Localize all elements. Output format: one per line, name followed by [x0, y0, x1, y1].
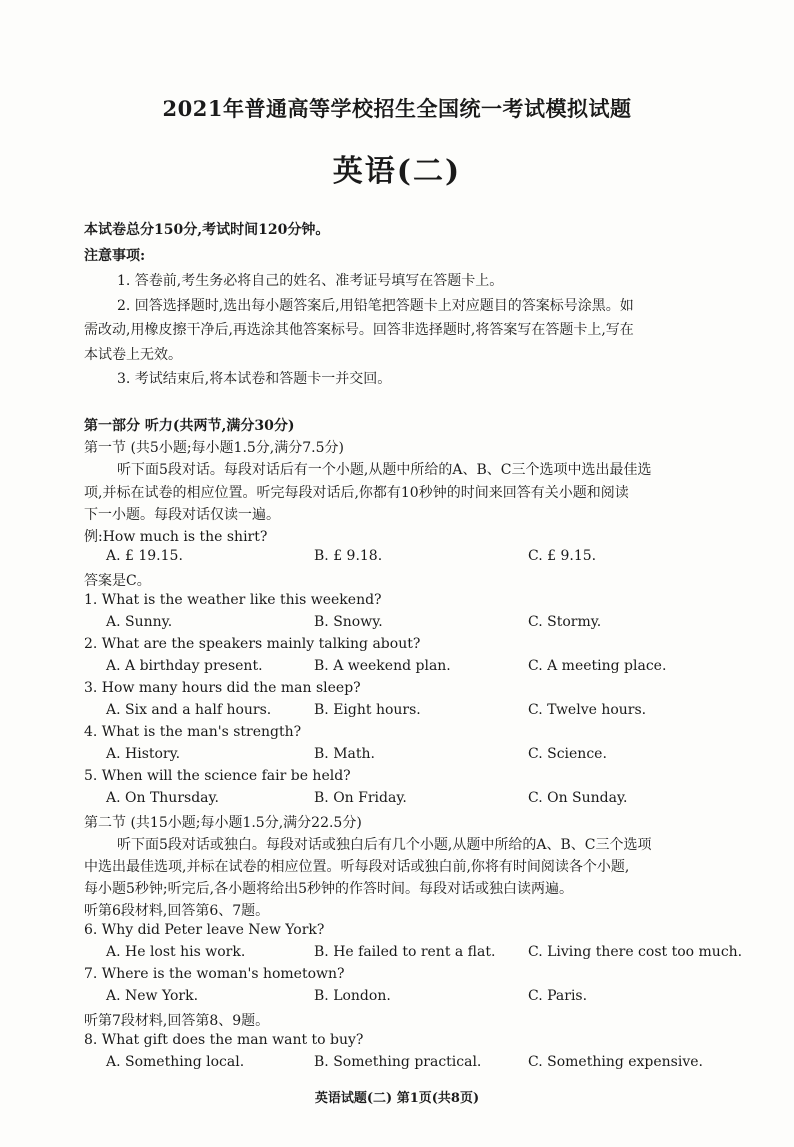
- example-option-c: C. £ 9.15.: [528, 548, 597, 564]
- note-2-line-1: 2. 回答选择题时,选出每小题答案后,用铅笔把答题卡上对应题目的答案标号涂黑。如: [117, 298, 634, 314]
- example-answer: 答案是C。: [84, 573, 151, 589]
- question-4: 4. What is the man's strength?: [84, 724, 302, 740]
- question-4-option-b: B. Math.: [314, 746, 375, 762]
- section-2-heading: 第二节 (共15小题;每小题1.5分,满分22.5分): [84, 815, 362, 831]
- question-2: 2. What are the speakers mainly talking about?: [84, 636, 421, 652]
- question-5-option-a: A. On Thursday.: [106, 790, 220, 806]
- question-6-option-b: B. He failed to rent a flat.: [314, 944, 496, 960]
- question-7-option-b: B. London.: [314, 988, 391, 1004]
- example-option-a: A. £ 19.15.: [106, 548, 183, 564]
- question-3: 3. How many hours did the man sleep?: [84, 680, 361, 696]
- example-question: 例:How much is the shirt?: [84, 529, 268, 545]
- section-1-heading: 第一节 (共5小题;每小题1.5分,满分7.5分): [84, 440, 344, 456]
- question-4-option-c: C. Science.: [528, 746, 607, 762]
- question-2-option-b: B. A weekend plan.: [314, 658, 451, 674]
- material-6-instruction: 听第6段材料,回答第6、7题。: [84, 903, 270, 919]
- question-1-option-a: A. Sunny.: [106, 614, 173, 630]
- question-8: 8. What gift does the man want to buy?: [84, 1032, 364, 1048]
- question-2-option-a: A. A birthday present.: [106, 658, 263, 674]
- question-7-option-a: A. New York.: [106, 988, 199, 1004]
- section-1-instructions-1: 听下面5段对话。每段对话后有一个小题,从题中所给的A、B、C三个选项中选出最佳选: [117, 462, 652, 478]
- question-5: 5. When will the science fair be held?: [84, 768, 351, 784]
- question-7-option-c: C. Paris.: [528, 988, 588, 1004]
- note-3: 3. 考试结束后,将本试卷和答题卡一并交回。: [117, 371, 392, 387]
- note-1: 1. 答卷前,考生务必将自己的姓名、准考证号填写在答题卡上。: [117, 273, 504, 289]
- section-1-instructions-2: 项,并标在试卷的相应位置。听完每段对话后,你都有10秒钟的时间来回答有关小题和阅读: [84, 485, 629, 501]
- note-2-line-3: 本试卷上无效。: [84, 347, 182, 363]
- question-1: 1. What is the weather like this weekend?: [84, 592, 382, 608]
- exam-subtitle: 英语(二): [332, 154, 462, 189]
- example-option-b: B. £ 9.18.: [314, 548, 383, 564]
- section-2-instructions-3: 每小题5秒钟;听完后,各小题将给出5秒钟的作答时间。每段对话或独白读两遍。: [84, 881, 573, 897]
- question-1-option-c: C. Stormy.: [528, 614, 602, 630]
- question-1-option-b: B. Snowy.: [314, 614, 383, 630]
- question-2-option-c: C. A meeting place.: [528, 658, 667, 674]
- exam-summary: 本试卷总分150分,考试时间120分钟。: [84, 222, 330, 238]
- question-5-option-c: C. On Sunday.: [528, 790, 628, 806]
- question-6-option-a: A. He lost his work.: [106, 944, 246, 960]
- question-4-option-a: A. History.: [106, 746, 181, 762]
- question-8-option-a: A. Something local.: [106, 1054, 245, 1070]
- material-7-instruction: 听第7段材料,回答第8、9题。: [84, 1013, 270, 1029]
- section-1-instructions-3: 下一小题。每段对话仅读一遍。: [84, 507, 280, 523]
- note-2-line-2: 需改动,用橡皮擦干净后,再选涂其他答案标号。回答非选择题时,将答案写在答题卡上,写在: [84, 322, 634, 338]
- question-5-option-b: B. On Friday.: [314, 790, 407, 806]
- part-1-heading: 第一部分 听力(共两节,满分30分): [84, 418, 295, 434]
- question-7: 7. Where is the woman's hometown?: [84, 966, 345, 982]
- question-3-option-b: B. Eight hours.: [314, 702, 421, 718]
- question-6-option-c: C. Living there cost too much.: [528, 944, 743, 960]
- section-2-instructions-2: 中选出最佳选项,并标在试卷的相应位置。听每段对话或独白前,你将有时间阅读各个小题,: [84, 859, 630, 875]
- exam-title: 2021年普通高等学校招生全国统一考试模拟试题: [162, 96, 632, 121]
- question-3-option-c: C. Twelve hours.: [528, 702, 647, 718]
- question-3-option-a: A. Six and a half hours.: [106, 702, 272, 718]
- question-8-option-c: C. Something expensive.: [528, 1054, 703, 1070]
- notes-heading: 注意事项:: [84, 248, 146, 264]
- page-footer: 英语试题(二) 第1页(共8页): [314, 1091, 480, 1106]
- section-2-instructions-1: 听下面5段对话或独白。每段对话或独白后有几个小题,从题中所给的A、B、C三个选项: [117, 837, 652, 853]
- question-6: 6. Why did Peter leave New York?: [84, 922, 325, 938]
- question-8-option-b: B. Something practical.: [314, 1054, 482, 1070]
